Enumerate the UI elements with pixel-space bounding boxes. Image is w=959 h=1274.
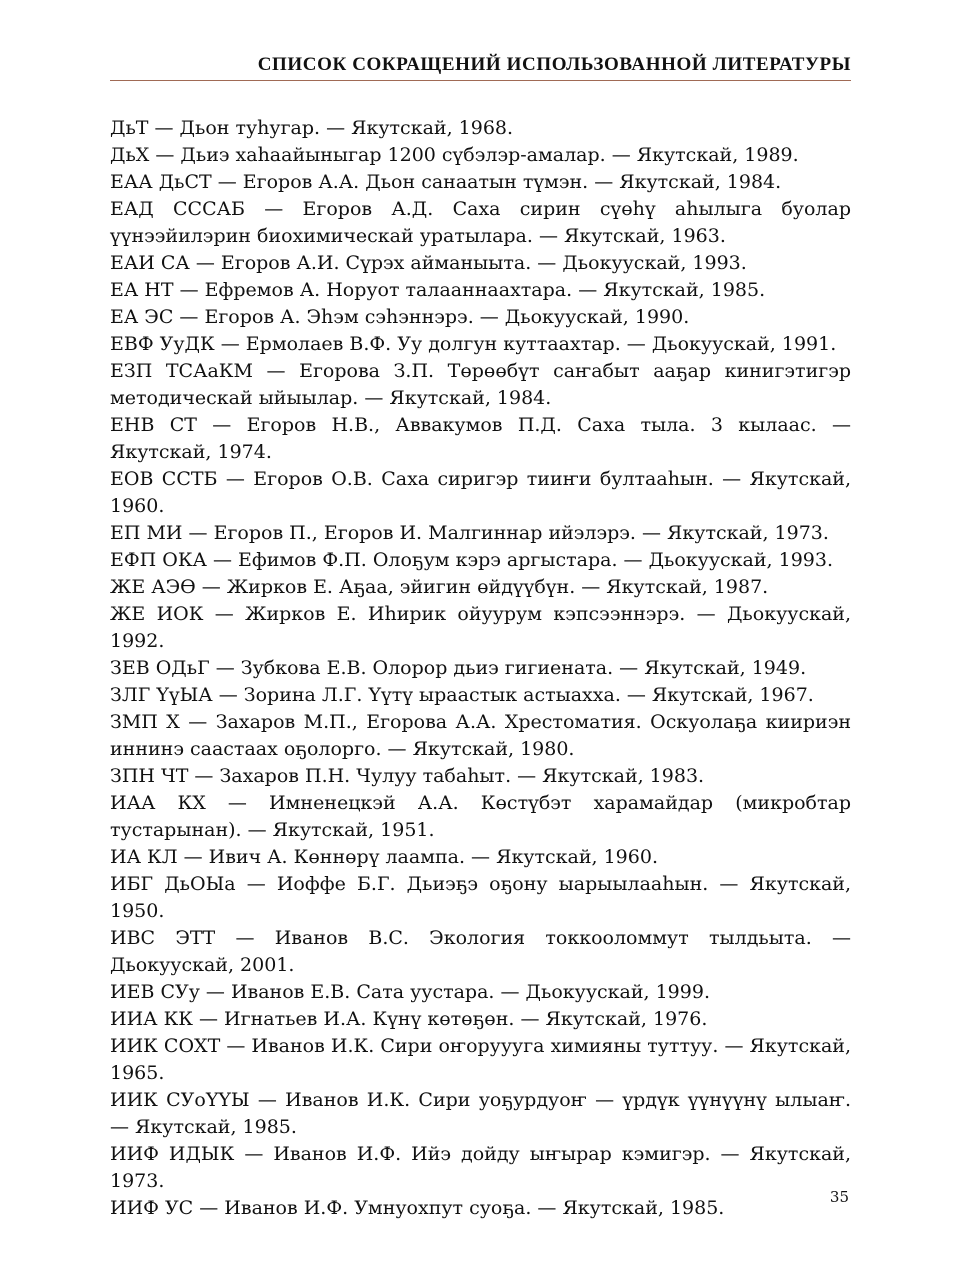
list-item: ИИФ ИДЫК — Иванов И.Ф. Ийэ дойду ыҥырар кэмигэр. — Якутскай, 1973. [110,1143,851,1192]
list-item: ИВС ЭТТ — Иванов В.С. Экология токкооломмут тылдьыта. — Дьокуускай, 2001. [110,927,851,976]
list-item: ИАА КХ — Имненецкэй А.А. Көстүбэт харамайдар (микробтар тустарынан). — Якутскай, 1951. [110,792,851,841]
list-item: ЕАД СССАБ — Егоров А.Д. Саха сирин сүөһү аһылыга буолар үүнээйилэрин биохимическай уратылара. — Якутскай, 1963. [110,198,851,247]
list-item: ЖЕ АЭӨ — Жирков Е. Аҕаа, эйигин өйдүүбүн. — Якутскай, 1987. [110,576,769,598]
list-item: ИБГ ДьОЫа — Иоффе Б.Г. Дьиэҕэ оҕону ыарыылааһын. — Якутскай, 1950. [110,873,851,922]
list-item: ЕОВ ССТБ — Егоров О.В. Саха сиригэр тииҥи бултааһын. — Якутскай, 1960. [110,468,851,517]
list-item: ЕА ЭС — Егоров А. Эһэм сэһэннэрэ. — Дьокуускай, 1990. [110,306,690,328]
list-item: ИИК СОХТ — Иванов И.К. Сири оҥоруууга химияны туттуу. — Якутскай, 1965. [110,1035,851,1084]
list-item: ИА КЛ — Ивич А. Көннөрү лаампа. — Якутскай, 1960. [110,846,658,868]
list-item: ДьТ — Дьон туһугар. — Якутскай, 1968. [110,117,514,139]
list-item: ИЕВ СУу — Иванов Е.В. Сата уустара. — Дьокуускай, 1999. [110,981,710,1003]
page-header-title: СПИСОК СОКРАЩЕНИЙ ИСПОЛЬЗОВАННОЙ ЛИТЕРАТУРЫ [257,54,851,75]
page-number: 35 [829,1188,849,1206]
list-item: ИИФ УС — Иванов И.Ф. Умнуохпут суоҕа. — Якутскай, 1985. [110,1197,725,1219]
list-item: ЕАА ДьСТ — Егоров А.А. Дьон санаатын түмэн. — Якутскай, 1984. [110,171,782,193]
list-item: ЕП МИ — Егоров П., Егоров И. Малгиннар ийэлэрэ. — Якутскай, 1973. [110,522,829,544]
list-item: ЕНВ СТ — Егоров Н.В., Аввакумов П.Д. Саха тыла. 3 кылаас. — Якутскай, 1974. [110,414,851,463]
list-item: ЗЛГ ҮүЫА — Зорина Л.Г. Үүтү ыраастык астыахха. — Якутскай, 1967. [110,684,814,706]
list-item: ЕАИ СА — Егоров А.И. Сүрэх айманыыта. — Дьокуускай, 1993. [110,252,747,274]
list-item: ЕВФ УуДК — Ермолаев В.Ф. Уу долгун куттаахтар. — Дьокуускай, 1991. [110,333,837,355]
list-item: ЖЕ ИОК — Жирков Е. Иһирик ойуурум кэпсээннэрэ. — Дьокуускай, 1992. [110,603,851,652]
list-item: ЕЗП ТСАаКМ — Егорова З.П. Төрөөбүт саҥабыт ааҕар кинигэтигэр методическай ыйыылар. — Якутскай, 1984. [110,360,851,409]
list-item: ЗЕВ ОДьГ — Зубкова Е.В. Олорор дьиэ гигиената. — Якутскай, 1949. [110,657,807,679]
list-item: ЕФП ОКА — Ефимов Ф.П. Олоҕум кэрэ аргыстара. — Дьокуускай, 1993. [110,549,834,571]
list-item: ЗМП Х — Захаров М.П., Егорова А.А. Хрестоматия. Оскуолаҕа киириэн иннинэ саастаах оҕолорго. — Якутскай, 1980. [110,711,851,760]
list-item: ЕА НТ — Ефремов А. Норуот талааннаахтара. — Якутскай, 1985. [110,279,766,301]
page-header [110,52,851,81]
list-item: ИИА КК — Игнатьев И.А. Күнү көтөҕөн. — Якутскай, 1976. [110,1008,708,1030]
list-item: ДьХ — Дьиэ хаһаайыныгар 1200 сүбэлэр-амалар. — Якутскай, 1989. [110,144,799,166]
list-item: ЗПН ЧТ — Захаров П.Н. Чулуу табаһыт. — Якутскай, 1983. [110,765,705,787]
abbreviation-list [110,115,851,1222]
list-item: ИИК СУоҮҮЫ — Иванов И.К. Сири уоҕурдуоҥ — үрдүк үүнүүнү ылыаҥ. — Якутскай, 1985. [110,1089,851,1138]
